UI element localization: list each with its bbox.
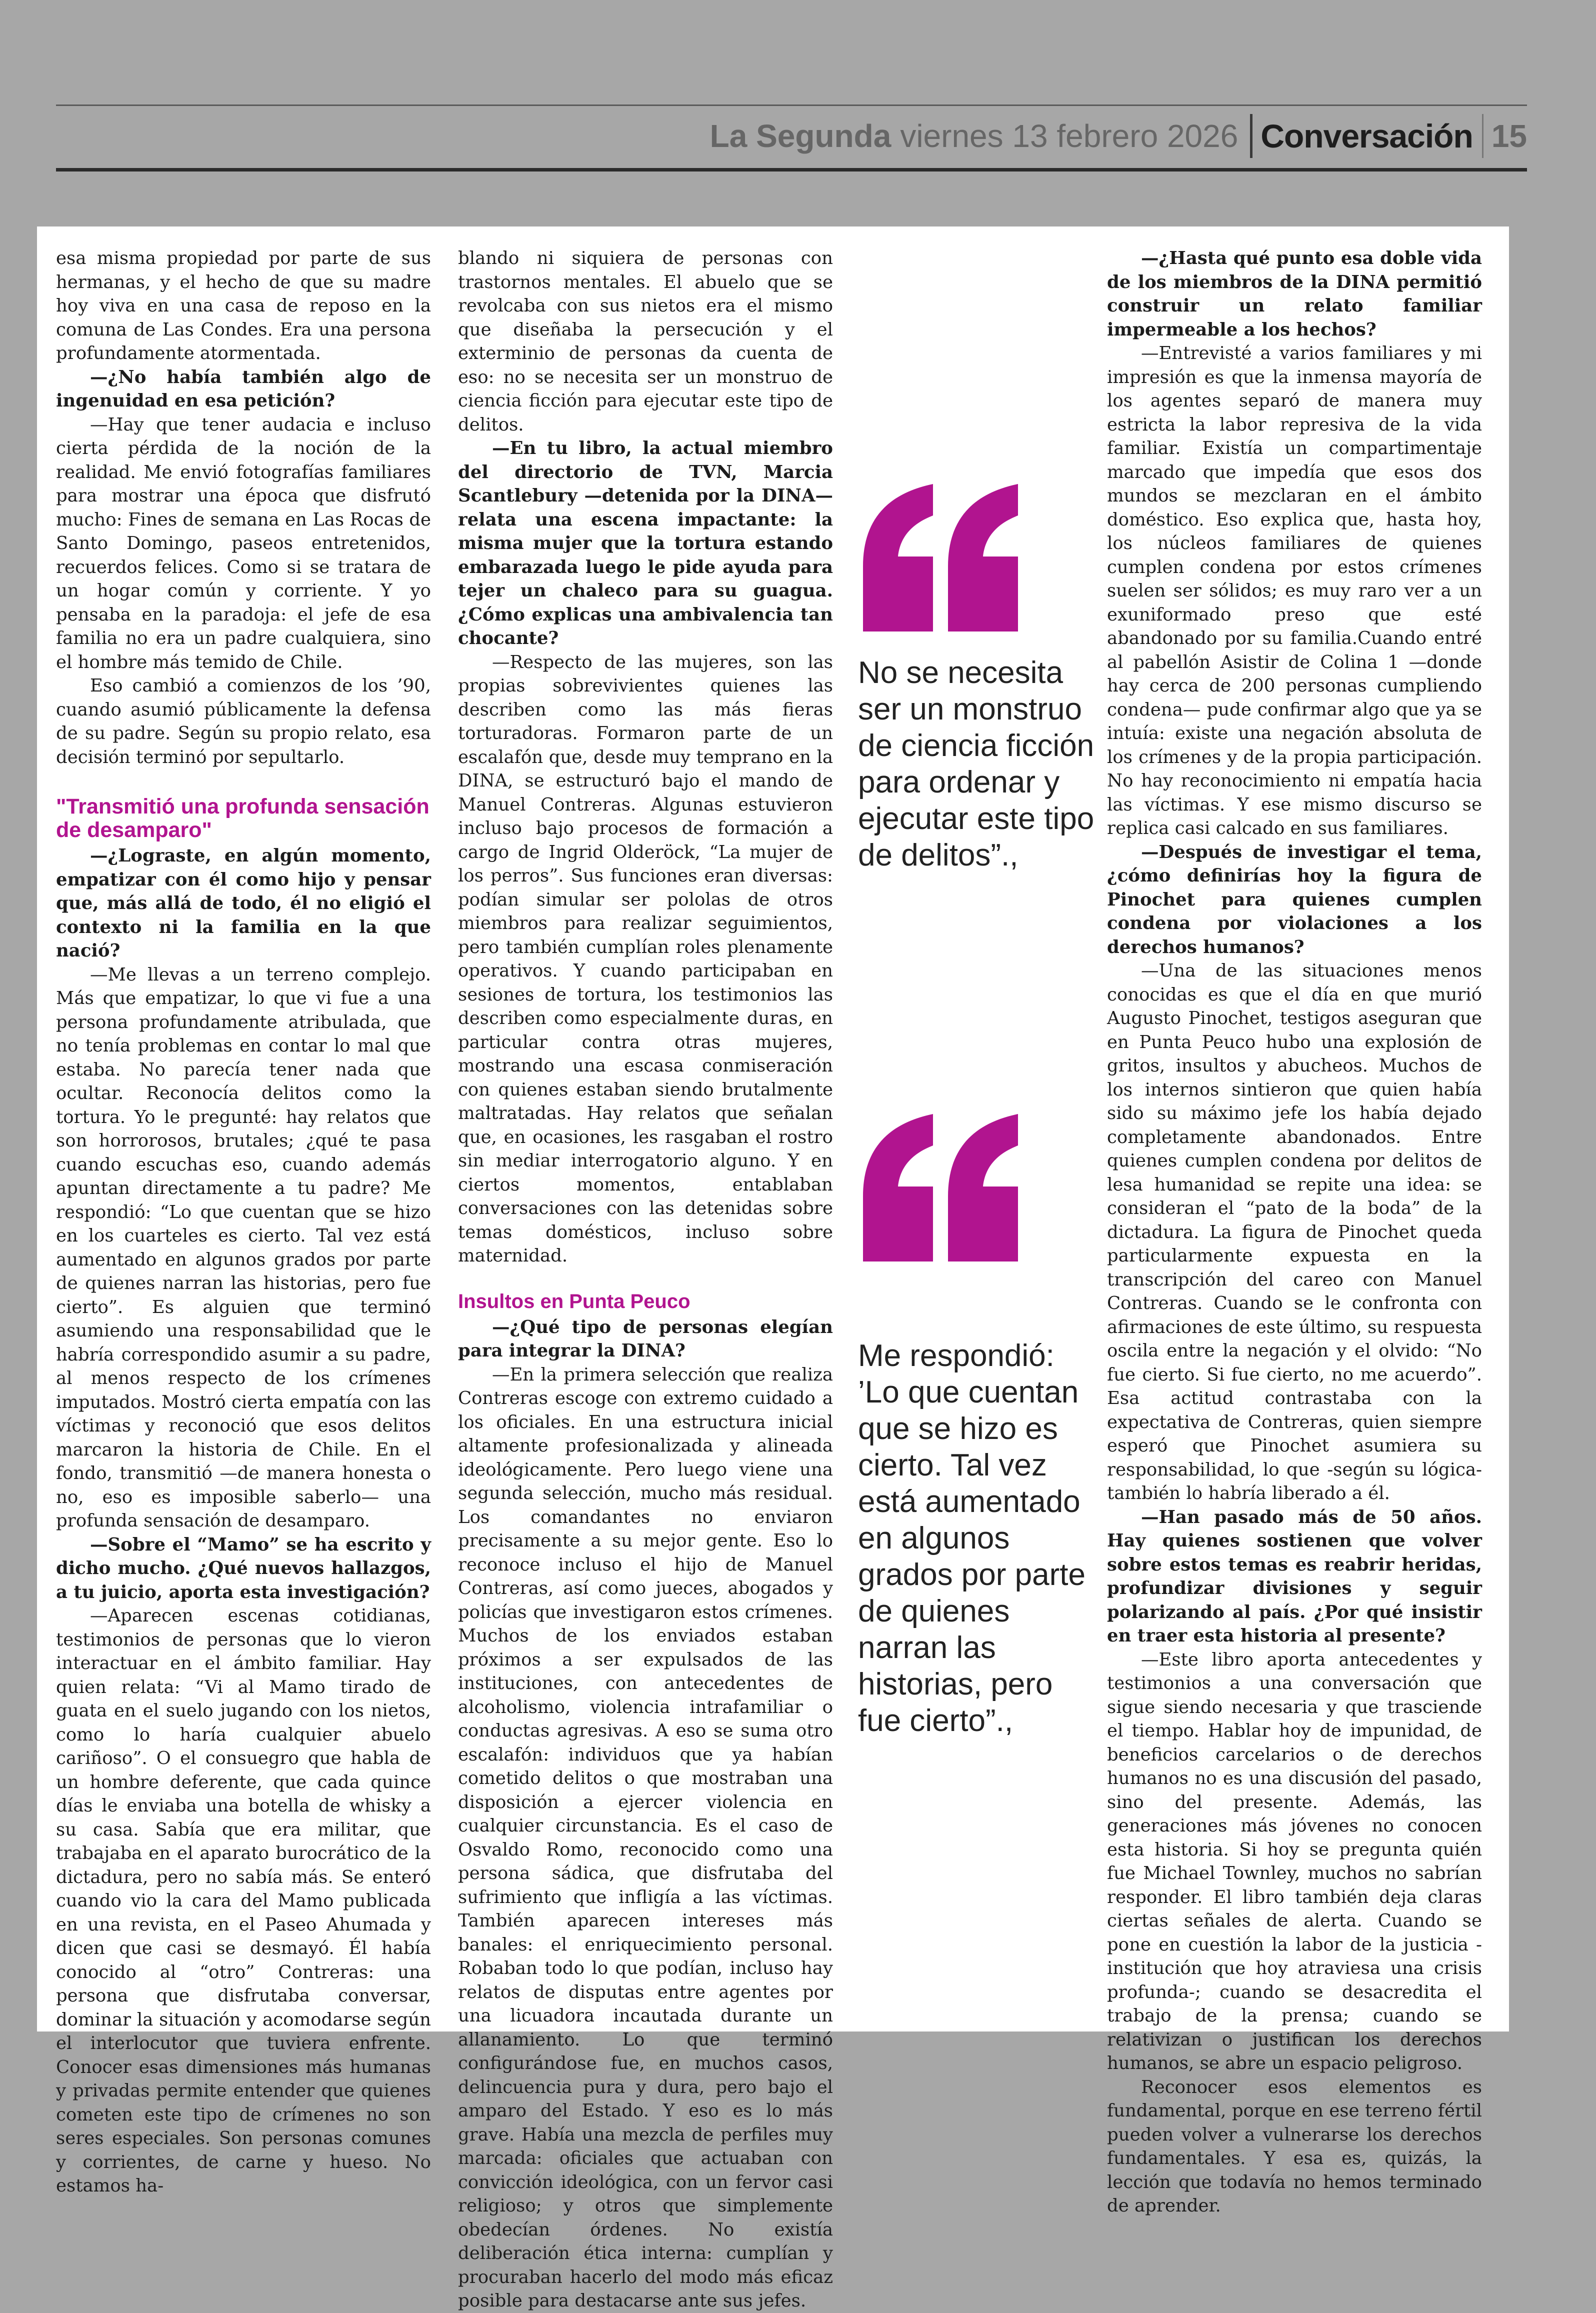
header-divider [1250,114,1252,158]
quotation-mark-icon [858,482,1023,642]
paragraph: —Entrevisté a varios familiares y mi impresión es que la inmensa mayoría de los agentes separó de manera muy estricta la labor represiva de la vida familiar. Existía un compartimentaje marcado que impedía que esos dos mundos se mezclaran en el ámbito doméstico. Eso explica que, hasta hoy, los núcleos familiares de quienes cumplen condena por estos crímenes suelen ser sólidos; es muy raro ver a un exuniformado preso que esté abandonado por su familia.Cuando entré al pabellón Asistir de Colina 1 —donde hay cerca de 200 personas cumpliendo condena— pude confirmar algo que ya se intuía: existe una negación absoluta de los crímenes y de la propia participación. No hay reconocimiento ni empatía hacia las víctimas. Y ese mismo discurso se replica casi calcado en sus familiares. [1107,343,1482,838]
article-column-3 [1107,246,1482,2218]
paragraph: —Respecto de las mujeres, son las propias sobrevivientes quienes las describen como las más fieras torturadoras. Formaron parte de un escalafón que, desde muy temprano en la DINA, se estructuró bajo el mando de Manuel Contreras. Algunas estuvieron incluso bajo procesos de formación a cargo de Ingrid Olderöck, “La mujer de los perros”. Sus funciones eran diversas: podían simular ser pololas de otros miembros para realizar seguimientos, pero también cumplían roles plenamente operativos. Y cuando participaban en sesiones de tortura, los testimonios las describen como especialmente duras, en particular contra otras mujeres, mostrando una escasa conmiseración con quienes estaban siendo brutalmente maltratadas. Hay relatos que señalan que, en ocasiones, les rasgaban el rostro sin mediar interrogatorio alguno. Y en ciertos momentos, entablaban conversaciones con las detenidas sobre temas domésticos, incluso sobre maternidad. [458,652,833,1266]
section-heading: "Transmitió una profunda sensación de desamparo" [56,794,430,842]
paragraph: —Hay que tener audacia e incluso cierta pérdida de la noción de la realidad. Me envió fotografías familiares para mostrar una época que disfrutó mucho: Fines de semana en Las Rocas de Santo Domingo, paseos entretenidos, recuerdos felices. Como si se tratara de un hogar común y corriente. Y yo pensaba en la paradoja: el jefe de esa familia no era un padre cualquiera, sino el hombre más temido de Chile. [56,414,431,672]
interview-question: —¿Qué tipo de personas elegían para integrar la DINA? [458,1316,833,1361]
article-column-1 [56,246,431,2198]
header-divider-thin [1482,114,1484,158]
paragraph: —En la primera selección que realiza Contreras escoge con extremo cuidado a los oficiales. En una estructura inicial altamente profesionalizada y alineada ideológicamente. Pero luego viene una segunda selección, mucho más residual. Los comandantes no enviaron precisamente a su mejor gente. Eso lo reconoce incluso el hijo de Manuel Contreras, así como jueces, abogados y policías que investigaron estos crímenes. Muchos de los enviados estaban próximos a ser expulsados de las instituciones, con antecedentes de alcoholismo, violencia intrafamiliar o conductas agresivas. A eso se suma otro escalafón: individuos que ya habían cometido delitos o que mostraban una disposición a ejercer violencia en cualquier circunstancia. Es el caso de Osvaldo Romo, reconocido como una persona sádica, que disfrutaba del sufrimiento que infligía a las víctimas. También aparecen intereses más banales: el enriquecimiento personal. Robaban todo lo que podían, incluso hay relatos de disputas entre agentes por una licuadora incautada durante un allanamiento. Lo que terminó configurándose fue, en muchos casos, delincuencia pura y dura, pero bajo el amparo del Estado. Y eso es lo más grave. Había una mezcla de perfiles muy marcada: oficiales que actuaban con convicción ideológica, con un fervor casi religioso; y otros que simplemente obedecían órdenes. No existía deliberación ética interna: cumplían y procuraban hacerlo del modo más eficaz posible para destacarse ante sus jefes. [458,1364,833,2311]
pull-quote-text: Me respondió: ’Lo que cuentan que se hizo es cierto. Tal vez está aumentado en algunos grados por parte de quienes narran las historias, pero fue cierto”., [858,1338,1086,1738]
interview-question: —Sobre el “Mamo” se ha escrito y dicho mucho. ¿Qué nuevos hallazgos, a tu juicio, aporta esta investigación? [56,1534,431,1602]
paragraph: blando ni siquiera de personas con trastornos mentales. El abuelo que se revolcaba con sus nietos era el mismo que diseñaba la persecución y el exterminio de personas da cuenta de eso: no se necesita ser un monstruo de ciencia ficción para ejecutar este tipo de delitos. [458,248,833,435]
issue-date: viernes 13 febrero 2026 [900,118,1238,154]
section-name: Conversación [1260,118,1473,154]
section-heading: Insultos en Punta Peuco [458,1290,690,1312]
pull-quote [858,482,1098,874]
interview-question: —¿Lograste, en algún momento, empatizar con él como hijo y pensar que, más allá de todo, él no eligió el contexto ni la familia en la que nació? [56,846,431,961]
header-bottom-rule [56,168,1527,172]
interview-question: —En tu libro, la actual miembro del directorio de TVN, Marcia Scantlebury —detenida por la DINA— relata una escena impactante: la misma mujer que la tortura estando embarazada luego le pide ayuda para tejer un chaleco para su guagua. ¿Cómo explicas una ambivalencia tan chocante? [458,438,833,648]
header-top-rule [56,104,1527,106]
newspaper-name: La Segunda [710,118,892,154]
quotation-mark-icon [858,1112,1023,1272]
paragraph: —Me llevas a un terreno complejo. Más que empatizar, lo que vi fue a una persona profundamente atribulada, que no tenía problemas en contar lo mal que estaba. No parecía tener nada que ocultar. Reconocía delitos como la tortura. Yo le pregunté: hay relatos que son horrorosos, brutales; ¿qué te pasa cuando escuchas eso, cuando además apuntan directamente a tu padre? Me respondió: “Lo que cuentan que se hizo en los cuarteles es cierto. Tal vez está aumentado en algunos grados por parte de quienes narran las historias, pero fue cierto”. Es alguien que terminó asumiendo una responsabilidad que le habría correspondido asumir a su padre, al menos respecto de los crímenes imputados. Mostró cierta empatía con las víctimas y reconoció que esos delitos marcaron la historia de Chile. En el fondo, transmitió —de manera honesta o no, eso es imposible saberlo— una profunda sensación de desamparo. [56,964,431,1531]
pull-quote [858,1112,1098,1739]
paragraph: Reconocer esos elementos es fundamental, porque en ese terreno fértil pueden volver a vulnerarse los derechos fundamentales. Y esa es, quizás, la lección que todavía no hemos terminado de aprender. [1107,2076,1482,2216]
article-column-2 [458,246,833,2313]
article-page [37,226,1509,2311]
paragraph: —Una de las situaciones menos conocidas es que el día en que murió Augusto Pinochet, testigos aseguran que en Punta Peuco hubo una explosión de gritos, insultos y abucheos. Muchos de los internos sintieron que quien había sido su máximo jefe los había dejado completamente abandonados. Entre quienes cumplen condena por delitos de lesa humanidad se repite una idea: se consideran el “pato de la boda” de la dictadura. La figura de Pinochet queda particularmente expuesta en la transcripción del careo con Manuel Contreras. Cuando se le confronta con afirmaciones de este último, su respuesta oscila entre la negación y el olvido: “No fue cierto. Si fue cierto, no me acuerdo”. Esa actitud contrastaba con la expectativa de Contreras, quien siempre esperó que Pinochet asumiera su responsabilidad, lo que -según su lógica- también lo habría liberado a él. [1107,960,1482,1504]
paragraph: esa misma propiedad por parte de sus hermanas, y el hecho de que su madre hoy viva en una casa de reposo en la comuna de Las Condes. Era una persona profundamente atormentada. [56,248,431,364]
page-header [710,111,1527,161]
interview-question: —Después de investigar el tema, ¿cómo definirías hoy la figura de Pinochet para quienes cumplen condena por violaciones a los derechos humanos? [1107,842,1482,958]
paragraph: Eso cambió a comienzos de los ’90, cuando asumió públicamente la defensa de su padre. Según su propio relato, esa decisión terminó por sepultarlo. [56,676,431,768]
interview-question: —¿Hasta qué punto esa doble vida de los miembros de la DINA permitió construir un relato familiar impermeable a los hechos? [1107,248,1482,340]
page-number: 15 [1491,118,1527,154]
pull-quote-text: No se necesita ser un monstruo de ciencia ficción para ordenar y ejecutar este tipo de delitos”., [858,656,1094,872]
paragraph: —Este libro aporta antecedentes y testimonios a una conversación que sigue siendo necesaria y que trasciende el tiempo. Hablar hoy de impunidad, de beneficios carcelarios o de derechos humanos no es una discusión del pasado, sino del presente. Además, las generaciones más jóvenes no conocen esta historia. Si hoy se pregunta quién fue Michael Townley, muchos no sabrían responder. El libro también deja claras ciertas señales de alerta. Cuando se pone en cuestión la labor de la justicia -institución que hoy atraviesa una crisis profunda-; cuando se desacredita el trabajo de la prensa; cuando se relativizan o justifican los derechos humanos, se abre un espacio peligroso. [1107,1649,1482,2074]
interview-question: —¿No había también algo de ingenuidad en esa petición? [56,366,431,411]
paragraph: —Aparecen escenas cotidianas, testimonios de personas que lo vieron interactuar en el ámbito familiar. Hay quien relata: “Vi al Mamo tirado de guata en el suelo jugando con los nietos, como lo haría cualquier abuelo cariñoso”. O el consuegro que habla de un hombre deferente, que cada quince días le enviaba una botella de whisky a su casa. Sabía que era militar, que trabajaba en el aparato burocrático de la dictadura, pero no sabía más. Se enteró cuando vio la cara del Mamo publicada en una revista, en el Paseo Ahumada y dicen que casi se desmayó. Él había conocido al “otro” Contreras: una persona que disfrutaba conversar, dominar la situación y acomodarse según el interlocutor que tuviera enfrente. Conocer esas dimensiones más humanas y privadas permite entender que quienes cometen este tipo de crímenes no son seres especiales. Son personas comunes y corrientes, de carne y hueso. No estamos ha- [56,1606,431,2196]
interview-question: —Han pasado más de 50 años. Hay quienes sostienen que volver sobre estos temas es reabrir heridas, profundizar divisiones y seguir polarizando al país. ¿Por qué insistir en traer esta historia al presente? [1107,1506,1482,1646]
